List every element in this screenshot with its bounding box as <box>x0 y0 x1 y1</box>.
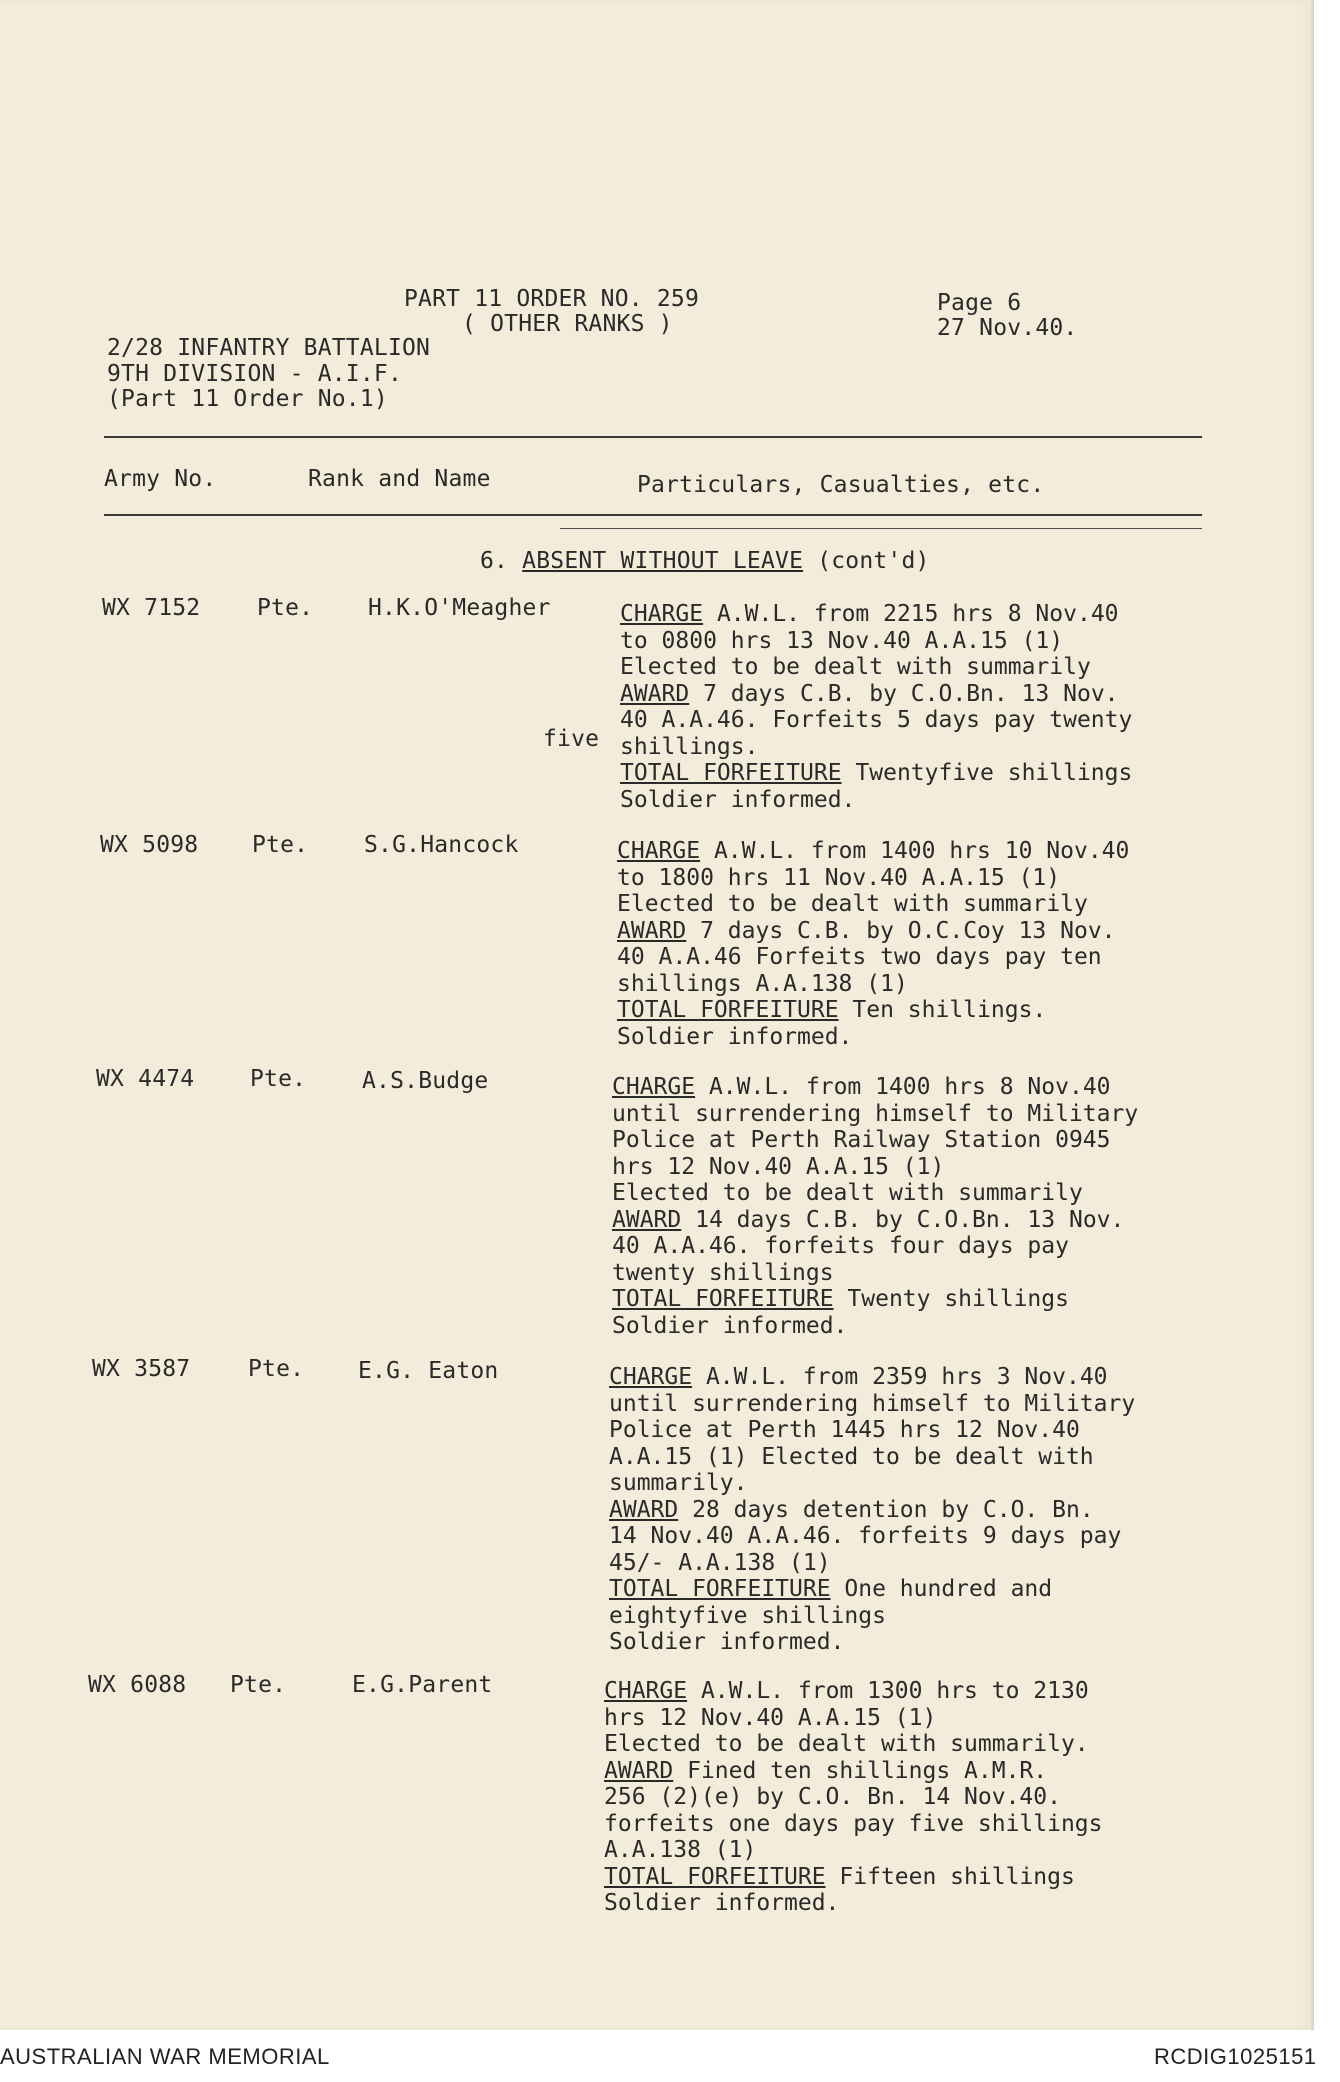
particulars-text: 40 A.A.46. forfeits four days pay <box>612 1233 1069 1259</box>
particulars-line <box>612 1074 1138 1101</box>
particulars-keyword: AWARD <box>604 1757 674 1784</box>
particulars-line <box>609 1603 1135 1630</box>
particulars-text: twenty shillings <box>612 1259 834 1286</box>
particulars-text: Ten shillings. <box>838 997 1047 1023</box>
column-divider-lower <box>560 528 1202 529</box>
rank: Pte. <box>230 1672 287 1698</box>
particulars-line <box>609 1417 1135 1444</box>
order-subtitle: ( OTHER RANKS ) <box>462 311 673 337</box>
particulars-keyword: AWARD <box>617 917 687 944</box>
particulars-line <box>617 1024 1129 1051</box>
particulars-text: Fifteen shillings <box>825 1863 1075 1890</box>
particulars-text: Soldier informed. <box>609 1629 845 1655</box>
particulars-keyword: AWARD <box>620 680 690 707</box>
particulars-line <box>620 760 1132 787</box>
army-number: WX 7152 <box>102 595 201 621</box>
particulars-text: 40 A.A.46 Forfeits two days pay ten <box>617 944 1102 970</box>
particulars-text: A.W.L. from 2215 hrs 8 Nov.40 <box>703 601 1119 627</box>
particulars-line <box>612 1233 1138 1260</box>
particulars-keyword: AWARD <box>612 1206 682 1233</box>
particulars-text: Soldier informed. <box>620 786 856 813</box>
particulars-keyword: AWARD <box>609 1496 679 1523</box>
rank: Pte. <box>257 595 314 621</box>
column-rank-name: Rank and Name <box>308 466 491 492</box>
section-heading <box>480 548 930 574</box>
particulars-line <box>612 1180 1138 1207</box>
particulars-text: 256 (2)(e) by C.O. Bn. 14 Nov.40. <box>604 1784 1061 1810</box>
particulars-line <box>612 1286 1138 1313</box>
particulars-text: 14 days C.B. by C.O.Bn. 13 Nov. <box>681 1206 1125 1233</box>
particulars-keyword: CHARGE <box>604 1678 688 1704</box>
particulars-keyword: TOTAL FORFEITURE <box>617 997 839 1023</box>
unit-line-3: (Part 11 Order No.1) <box>107 386 388 412</box>
order-title: PART 11 ORDER NO. 259 <box>404 286 699 312</box>
particulars-text: 7 days C.B. by O.C.Coy 13 Nov. <box>686 917 1116 944</box>
particulars-text: Police at Perth 1445 hrs 12 Nov.40 <box>609 1417 1080 1443</box>
particulars-text: Elected to be dealt with summarily. <box>604 1731 1089 1757</box>
rank: Pte. <box>248 1356 305 1382</box>
particulars-line <box>604 1811 1103 1838</box>
particulars-text: Twenty shillings <box>833 1286 1069 1312</box>
particulars-keyword: CHARGE <box>609 1364 693 1390</box>
particulars-text: summarily. <box>609 1470 748 1496</box>
particulars-line <box>604 1758 1103 1785</box>
column-particulars: Particulars, Casualties, etc. <box>637 472 1045 498</box>
army-number: WX 3587 <box>92 1356 191 1382</box>
header-divider <box>104 436 1202 438</box>
particulars-line <box>609 1391 1135 1418</box>
particulars <box>609 1364 1135 1656</box>
particulars-text: 40 A.A.46. Forfeits 5 days pay twenty <box>620 707 1133 733</box>
particulars-line <box>617 918 1129 945</box>
particulars <box>604 1678 1103 1917</box>
particulars-text: A.W.L. from 1400 hrs 8 Nov.40 <box>695 1074 1111 1100</box>
particulars-line <box>620 628 1132 655</box>
particulars-line <box>612 1127 1138 1154</box>
particulars-line <box>609 1523 1135 1550</box>
particulars-line <box>604 1837 1103 1864</box>
particulars-text: Soldier informed. <box>612 1312 848 1339</box>
particulars-text: forfeits one days pay five shillings <box>604 1810 1103 1837</box>
particulars-text: Soldier informed. <box>617 1023 853 1050</box>
particulars-keyword: CHARGE <box>612 1074 696 1100</box>
particulars-text: A.W.L. from 1300 hrs to 2130 <box>687 1678 1089 1704</box>
particulars-line <box>620 654 1132 681</box>
particulars-line <box>612 1260 1138 1287</box>
particulars-text: hrs 12 Nov.40 A.A.15 (1) <box>604 1704 937 1731</box>
particulars-line <box>620 681 1132 708</box>
particulars-line <box>609 1629 1135 1656</box>
particulars-text: A.W.L. from 2359 hrs 3 Nov.40 <box>692 1364 1108 1390</box>
particulars-line <box>612 1313 1138 1340</box>
particulars-line <box>604 1705 1103 1732</box>
order-date: 27 Nov.40. <box>937 315 1078 341</box>
particulars-text: A.W.L. from 1400 hrs 10 Nov.40 <box>700 838 1130 864</box>
particulars-line <box>609 1576 1135 1603</box>
particulars <box>612 1074 1138 1339</box>
soldier-name: E.G.Parent <box>352 1672 493 1698</box>
particulars-text: Elected to be dealt with summarily <box>620 654 1091 680</box>
unit-line-1: 2/28 INFANTRY BATTALION <box>107 335 431 361</box>
particulars-line <box>617 838 1129 865</box>
column-divider <box>104 514 1202 516</box>
particulars-keyword: TOTAL FORFEITURE <box>609 1576 831 1602</box>
margin-note: five <box>543 726 600 752</box>
particulars-text: Elected to be dealt with summarily <box>612 1180 1083 1206</box>
particulars-text: Police at Perth Railway Station 0945 <box>612 1127 1111 1153</box>
particulars-keyword: TOTAL FORFEITURE <box>612 1286 834 1312</box>
rank: Pte. <box>250 1066 307 1092</box>
particulars-line <box>604 1731 1103 1758</box>
particulars-text: Elected to be dealt with summarily <box>617 891 1088 917</box>
particulars-line <box>617 865 1129 892</box>
particulars-text: until surrendering himself to Military <box>612 1100 1139 1127</box>
particulars-text: A.A.15 (1) Elected to be dealt with <box>609 1443 1094 1470</box>
particulars-line <box>620 601 1132 628</box>
particulars-text: to 1800 hrs 11 Nov.40 A.A.15 (1) <box>617 864 1061 891</box>
particulars-text: 28 days detention by C.O. Bn. <box>678 1496 1094 1523</box>
particulars-line <box>612 1154 1138 1181</box>
army-number: WX 5098 <box>100 832 199 858</box>
footer-record-id: RCDIG1025151 <box>1154 2044 1317 2069</box>
particulars-text: Fined ten shillings A.M.R. <box>673 1757 1048 1784</box>
particulars-line <box>612 1207 1138 1234</box>
section-suffix: (cont'd) <box>817 548 930 574</box>
particulars-keyword: TOTAL FORFEITURE <box>620 760 842 786</box>
particulars-line <box>617 891 1129 918</box>
particulars-line <box>609 1550 1135 1577</box>
section-title: ABSENT WITHOUT LEAVE <box>522 548 804 574</box>
particulars-text: A.A.138 (1) <box>604 1837 757 1863</box>
particulars-keyword: CHARGE <box>620 601 704 627</box>
army-number: WX 4474 <box>96 1066 195 1092</box>
particulars <box>617 838 1129 1050</box>
particulars-text: 14 Nov.40 A.A.46. forfeits 9 days pay <box>609 1523 1122 1549</box>
particulars-line <box>604 1864 1103 1891</box>
particulars-text: hrs 12 Nov.40 A.A.15 (1) <box>612 1153 945 1180</box>
particulars-line <box>604 1784 1103 1811</box>
particulars-text: Soldier informed. <box>604 1890 840 1916</box>
particulars-line <box>617 997 1129 1024</box>
rank: Pte. <box>252 832 309 858</box>
particulars-text: to 0800 hrs 13 Nov.40 A.A.15 (1) <box>620 627 1064 654</box>
particulars-line <box>620 707 1132 734</box>
unit-line-2: 9TH DIVISION - A.I.F. <box>107 361 402 387</box>
particulars-text: shillings A.A.138 (1) <box>617 970 908 997</box>
section-number: 6. <box>480 548 509 574</box>
soldier-name: E.G. Eaton <box>358 1358 499 1384</box>
particulars-text: One hundred and <box>830 1576 1053 1602</box>
column-army-no: Army No. <box>104 466 217 492</box>
page-number: Page 6 <box>937 290 1022 316</box>
soldier-name: H.K.O'Meagher <box>368 595 551 621</box>
particulars-line <box>609 1470 1135 1497</box>
soldier-name: S.G.Hancock <box>364 832 519 858</box>
particulars-text: shillings. <box>620 733 759 760</box>
particulars-line <box>604 1890 1103 1917</box>
particulars-keyword: TOTAL FORFEITURE <box>604 1863 826 1890</box>
particulars-line <box>609 1444 1135 1471</box>
particulars-text: 7 days C.B. by C.O.Bn. 13 Nov. <box>689 680 1119 707</box>
particulars-line <box>617 944 1129 971</box>
particulars-line <box>609 1364 1135 1391</box>
page-edge <box>1308 0 1314 2030</box>
army-number: WX 6088 <box>88 1672 187 1698</box>
particulars-text: until surrendering himself to Military <box>609 1390 1136 1417</box>
particulars-line <box>612 1101 1138 1128</box>
particulars <box>620 601 1132 813</box>
particulars-line <box>620 787 1132 814</box>
particulars-line <box>620 734 1132 761</box>
particulars-text: 45/- A.A.138 (1) <box>609 1549 831 1576</box>
particulars-keyword: CHARGE <box>617 838 701 864</box>
particulars-text: Twentyfive shillings <box>841 760 1133 786</box>
particulars-text: eightyfive shillings <box>609 1602 886 1629</box>
footer-archive-credit: AUSTRALIAN WAR MEMORIAL <box>0 2044 330 2069</box>
soldier-name: A.S.Budge <box>362 1068 489 1094</box>
particulars-line <box>617 971 1129 998</box>
particulars-line <box>604 1678 1103 1705</box>
particulars-line <box>609 1497 1135 1524</box>
